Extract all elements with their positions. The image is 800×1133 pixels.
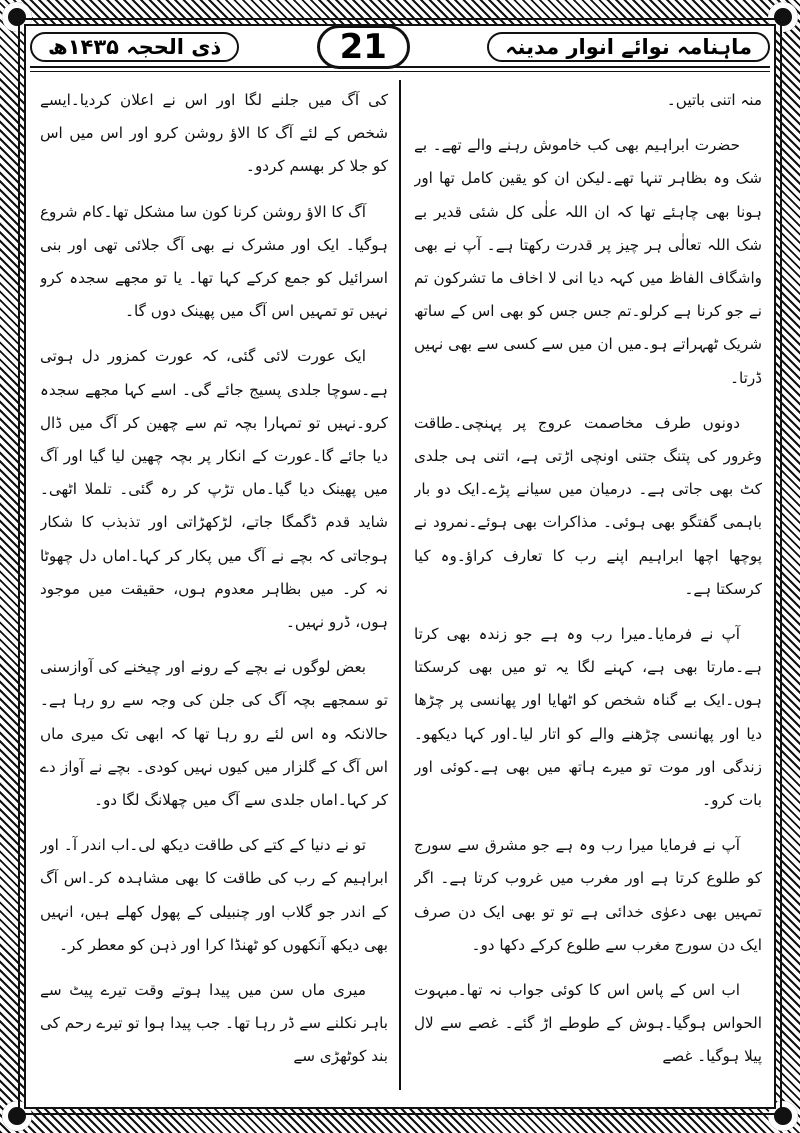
- right-column: [414, 84, 762, 1084]
- paragraph: ایک عورت لائی گئی، کہ عورت کمزور دل ہوتی ہے۔سوچا جلدی پسیج جائے گی۔ اسے کہا مجھے سجدہ کرو۔نہیں تو تمہارا بچہ تم سے چھین کر آگ میں ڈال دیا جائے گا۔عورت کے انکار پر بچہ چھین لیا گیا اور آگ میں پھینک دیا گیا۔ماں تڑپ کر رہ گئی۔ تلملا اٹھی۔شاید قدم ڈگمگا جاتے، لڑکھڑاتی اور تذبذب کا شکار ہوجاتی کہ بچے نے آگ میں پکار کر کہا۔اماں دل چھوٹا نہ کر۔ میں بظاہر معدوم ہوں، حقیقت میں موجود ہوں، ڈرو نہیں۔: [40, 347, 388, 632]
- paragraph: دونوں طرف مخاصمت عروج پر پہنچی۔طاقت وغرور کی پتنگ جتنی اونچی اڑتی ہے، اتنی ہی جلدی کٹ بھی جاتی ہے۔ درمیان میں سیانے پڑے۔ایک دو بار باہمی گفتگو بھی ہوئی۔ مذاکرات بھی ہوئے۔نمرود نے پوچھا اچھا ابراہیم اپنے رب کا تعارف کراؤ۔وہ کیا کرسکتا ہے۔: [414, 413, 762, 598]
- magazine-title: ماہنامہ نوائے انوار مدینہ: [487, 32, 770, 62]
- paragraph: بعض لوگوں نے بچے کے رونے اور چیخنے کی آوازسنی تو سمجھے بچہ آگ کی جلن کی وجہ سے رو رہا ہے۔حالانکہ وہ اس لئے رو رہا تھا کہ ابھی تک میری ماں اس آگ کے گلزار میں کیوں نہیں کودی۔ بچے نے آواز دے کر کہا۔اماں جلدی سے آگ میں چھلانگ لگا دو۔: [40, 658, 388, 810]
- paragraph: میری ماں سن میں پیدا ہوتے وقت تیرے پیٹ سے باہر نکلنے سے ڈر رہا تھا۔ جب پیدا ہوا تو تیرے رحم کی بند کوٹھڑی سے: [40, 981, 388, 1066]
- paragraph: آپ نے فرمایا میرا رب وہ ہے جو مشرق سے سورج کو طلوع کرتا ہے اور مغرب میں غروب کرتا ہے۔ اگر تمہیں بھی دعوٰی خدائی ہے تو تو بھی ایک دن صرف ایک دن سورج مغرب سے طلوع کرکے دکھا دو۔: [414, 836, 762, 954]
- paragraph: حضرت ابراہیم بھی کب خاموش رہنے والے تھے۔ بے شک وہ بظاہر تنہا تھے۔لیکن ان کو یقین کامل تھا اور ہونا بھی چاہئے تھا کہ ان اللہ علٰی کل شئی قدیر بے شک اللہ تعالٰی ہر چیز پر قدرت رکھتا ہے۔ آپ نے بھی واشگاف الفاظ میں کہہ دیا انی لا اخاف ما تشرکون تم نے جو کرنا ہے کرلو۔تم جس جس کو بھی اس کے ساتھ شریک ٹھہراتے ہو۔میں ان میں سے کسی سے بھی نہیں ڈرتا۔: [414, 136, 762, 387]
- paragraph: اب اس کے پاس اس کا کوئی جواب نہ تھا۔مبہوت الحواس ہوگیا۔ہوش کے طوطے اڑ گئے۔ غصے سے لال پیلا ہوگیا۔ غصے: [414, 981, 762, 1066]
- paragraph: تو نے دنیا کے کتے کی طاقت دیکھ لی۔اب اندر آ۔ اور ابراہیم کے رب کی طاقت کا بھی مشاہدہ کر۔اس آگ کے اندر جو گلاب اور چنبیلی کے پھول کھلے ہیں، انہیں بھی دیکھ آنکھوں کو ٹھنڈا کرا اور ذہن کو معطر کر۔: [40, 836, 388, 954]
- paragraph: کی آگ میں جلنے لگا اور اس نے اعلان کردیا۔ایسے شخص کے لئے آگ کا الاؤ روشن کرو اور اس میں اس کو جلا کر بھسم کردو۔: [40, 91, 388, 176]
- page-header: [30, 28, 770, 68]
- paragraph: منہ اتنی باتیں۔: [666, 91, 762, 109]
- paragraph: آگ کا الاؤ روشن کرنا کون سا مشکل تھا۔کام شروع ہوگیا۔ ایک اور مشرک نے بھی آگ جلائی تھی اور بنی اسرائیل کو جمع کرکے کہا تھا۔ یا تو مجھے سجدہ کرو نہیں تو تمہیں اس آگ میں پھینک دوں گا۔: [40, 202, 388, 321]
- issue-date: ذی الحجہ ۱۴۳۵ھ: [30, 32, 239, 62]
- left-column: [40, 84, 388, 1084]
- page-number: 21: [317, 25, 410, 69]
- column-divider: [399, 80, 401, 1090]
- paragraph: آپ نے فرمایا۔میرا رب وہ ہے جو زندہ بھی کرتا ہے۔مارتا بھی ہے، کہنے لگا یہ تو میں بھی کرسکتا ہوں۔ایک بے گناہ شخص کو اٹھایا اور پھانسی پر چڑھا دیا اور پھانسی چڑھنے والے کو اتار لیا۔اور کہا دیکھو۔زندگی اور موت تو میرے ہاتھ میں بھی ہے۔کوئی اور بات کرو۔: [414, 625, 762, 810]
